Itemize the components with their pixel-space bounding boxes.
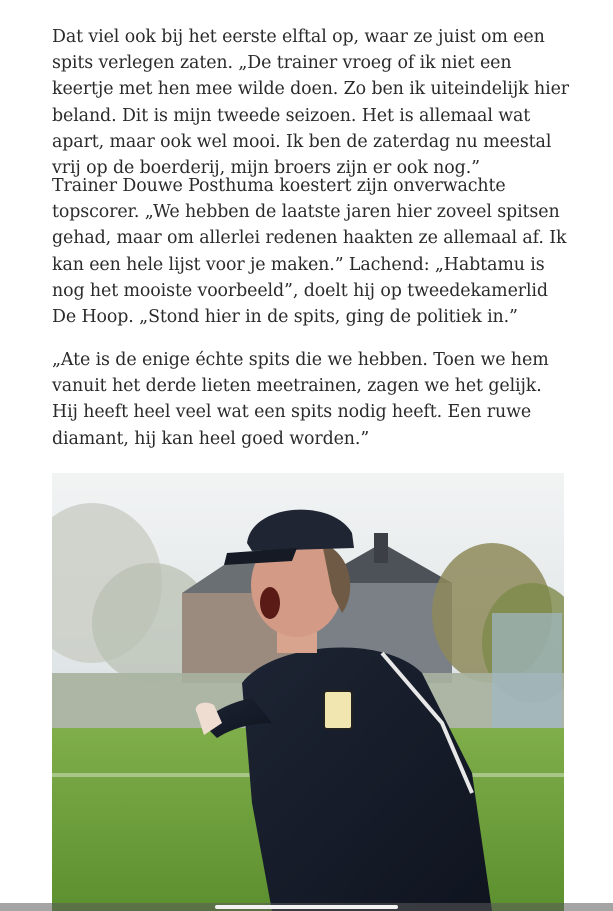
paragraph-1: Dat viel ook bij het eerste elftal op, waar ze juist om een spits verlegen zaten. „De trainer vroeg of ik niet een keertje met hen mee wilde doen. Zo ben ik uiteindelijk hier beland. Dit is mijn tweede seizoen. Het is allemaal wat apart, maar ook wel mooi. Ik ben de zaterdag nu meestal vrij op de boerderij, mijn broers zijn er ook nog.” xyxy=(52,27,570,179)
paragraph-3: „Ate is de enige échte spits die we hebben. Toen we hem vanuit het derde lieten meetrainen, zagen we het gelijk. Hij heeft heel veel wat een spits nodig heeft. Een ruwe diamant, hij kan heel goed worden.” xyxy=(52,350,549,449)
home-indicator[interactable] xyxy=(215,905,398,909)
paragraph-2: Trainer Douwe Posthuma koestert zijn onverwachte topscorer. „We hebben de laatste jaren hier zoveel spitsen gehad, maar om allerlei redenen haakten ze allemaal af. Ik kan een hele lijst voor je maken.” Lachend: „Habtamu is nog het mooiste voorbeeld”, doelt hij op tweedekamerlid De Hoop. „Stond hier in de spits, ging de politiek in.” xyxy=(52,176,567,328)
home-indicator-area xyxy=(0,903,613,911)
article-photo[interactable] xyxy=(52,473,564,911)
photo-trainer-shouting xyxy=(52,473,564,911)
